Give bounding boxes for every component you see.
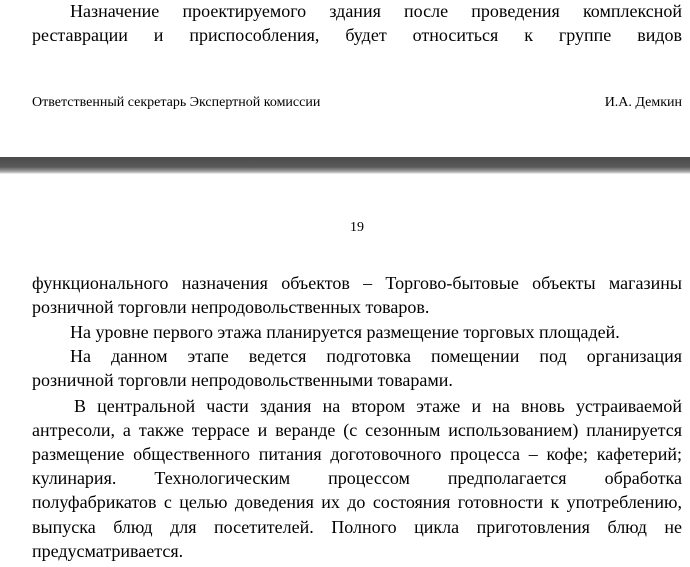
- paragraph-line: розничной торговли непродовольственных товаров.: [32, 297, 430, 317]
- signature-name: И.А. Демкин: [604, 95, 682, 110]
- paragraph-line: выпуска блюд для посетителей. Полного цикла приготовления блюд не: [32, 517, 682, 537]
- paragraph-line: розничной торговли непродовольственными товарами.: [32, 370, 453, 390]
- page-number: 19: [350, 220, 364, 235]
- page-separator: [0, 157, 690, 174]
- paragraph-line: реставрации и приспособления, будет относиться к группе видов: [32, 25, 682, 45]
- paragraph-line: антресоли, а также террасе и веранде (с сезонным использованием) планируется: [32, 420, 682, 440]
- signature-block: [32, 94, 682, 112]
- paragraph-line: На уровне первого этажа планируется размещение торговых площадей.: [70, 322, 620, 342]
- paragraph-line: В центральной части здания на втором этаже и на вновь устраиваемой: [74, 396, 682, 416]
- signature-role: Ответственный секретарь Экспертной комиссии: [32, 95, 321, 110]
- paragraph-line: предусматривается.: [32, 541, 184, 561]
- paragraph-line: Назначение проектируемого здания после проведения комплексной: [70, 1, 682, 21]
- paragraph-line: полуфабрикатов с целью доведения их до состояния готовности к употреблению,: [32, 492, 682, 512]
- paragraph-line: кулинария. Технологическим процессом предполагается обработка: [32, 468, 682, 488]
- paragraph-line: функционального назначения объектов – Торгово-бытовые объекты магазины: [32, 273, 682, 293]
- paragraph-line: размещение общественного питания доготовочного процесса – кофе; кафетерий;: [32, 444, 682, 464]
- paragraph-line: На данном этапе ведется подготовка помещении под организация: [70, 346, 682, 366]
